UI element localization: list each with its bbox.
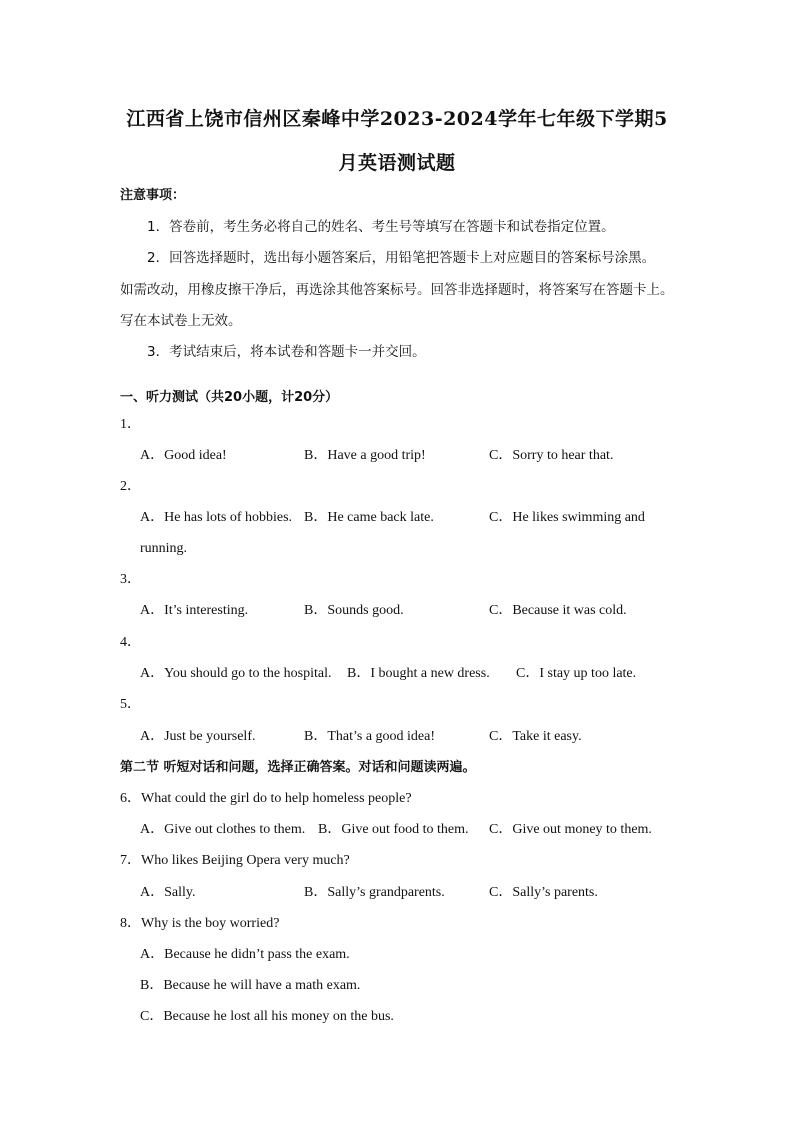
- question-4-number: 4．: [120, 635, 141, 650]
- question-6-stem: 6．What could the girl do to help homeless people?: [120, 791, 412, 806]
- notice-item-1: 1．答卷前，考生务必将自己的姓名、考生号等填写在答题卡和试卷指定位置。: [147, 219, 615, 235]
- section2-heading: 第二节 听短对话和问题，选择正确答案。对话和问题读两遍。: [120, 760, 476, 775]
- question-5-number: 5．: [120, 697, 141, 712]
- q1-option-b: B．Have a good trip!: [304, 448, 426, 463]
- q6-option-a: A．Give out clothes to them.: [140, 822, 306, 837]
- q2-option-a: A．He has lots of hobbies.: [140, 510, 293, 525]
- q4-option-a: A．You should go to the hospital.: [140, 666, 332, 681]
- question-7-stem: 7．Who likes Beijing Opera very much?: [120, 853, 350, 868]
- q3-option-b: B．Sounds good.: [304, 603, 404, 618]
- q5-option-c: C．Take it easy.: [489, 729, 582, 744]
- q7-option-c: C．Sally’s parents.: [489, 885, 598, 900]
- q2-option-b: B．He came back late.: [304, 510, 434, 525]
- q8-option-c: C．Because he lost all his money on the bus.: [140, 1009, 394, 1024]
- q2-option-c: C．He likes swimming and: [489, 510, 645, 525]
- question-2-number: 2．: [120, 479, 141, 494]
- q4-option-b: B．I bought a new dress.: [347, 666, 490, 681]
- section1-heading: 一、听力测试（共20小题，计20分）: [120, 390, 339, 405]
- q3-option-c: C．Because it was cold.: [489, 603, 627, 618]
- q7-option-a: A．Sally.: [140, 885, 196, 900]
- q5-option-a: A．Just be yourself.: [140, 729, 256, 744]
- notice-item-3: 3．考试结束后，将本试卷和答题卡一并交回。: [147, 344, 426, 360]
- q6-option-b: B．Give out food to them.: [318, 822, 469, 837]
- q4-option-c: C．I stay up too late.: [516, 666, 637, 681]
- notice-item-2-end: 写在本试卷上无效。: [120, 313, 242, 329]
- notice-heading: 注意事项：: [120, 188, 186, 203]
- q3-option-a: A．It’s interesting.: [140, 603, 249, 618]
- q8-option-b: B．Because he will have a math exam.: [140, 978, 361, 993]
- q1-option-a: A．Good idea!: [140, 448, 227, 463]
- q1-option-c: C．Sorry to hear that.: [489, 448, 614, 463]
- notice-item-2: 2．回答选择题时，选出每小题答案后，用铅笔把答题卡上对应题目的答案标号涂黑。: [147, 250, 656, 266]
- q2-option-c-cont: running.: [140, 541, 188, 556]
- question-8-stem: 8．Why is the boy worried?: [120, 916, 280, 931]
- q6-option-c: C．Give out money to them.: [489, 822, 652, 837]
- exam-title-line2: 月英语测试题: [338, 152, 456, 174]
- notice-item-2-cont: 如需改动，用橡皮擦干净后，再选涂其他答案标号。回答非选择题时，将答案写在答题卡上。: [120, 282, 674, 298]
- q7-option-b: B．Sally’s grandparents.: [304, 885, 445, 900]
- q5-option-b: B．That’s a good idea!: [304, 729, 436, 744]
- exam-title-line1: 江西省上饶市信州区秦峰中学2023-2024学年七年级下学期5: [126, 108, 668, 130]
- question-1-number: 1．: [120, 417, 141, 432]
- q8-option-a: A．Because he didn’t pass the exam.: [140, 947, 350, 962]
- question-3-number: 3．: [120, 572, 141, 587]
